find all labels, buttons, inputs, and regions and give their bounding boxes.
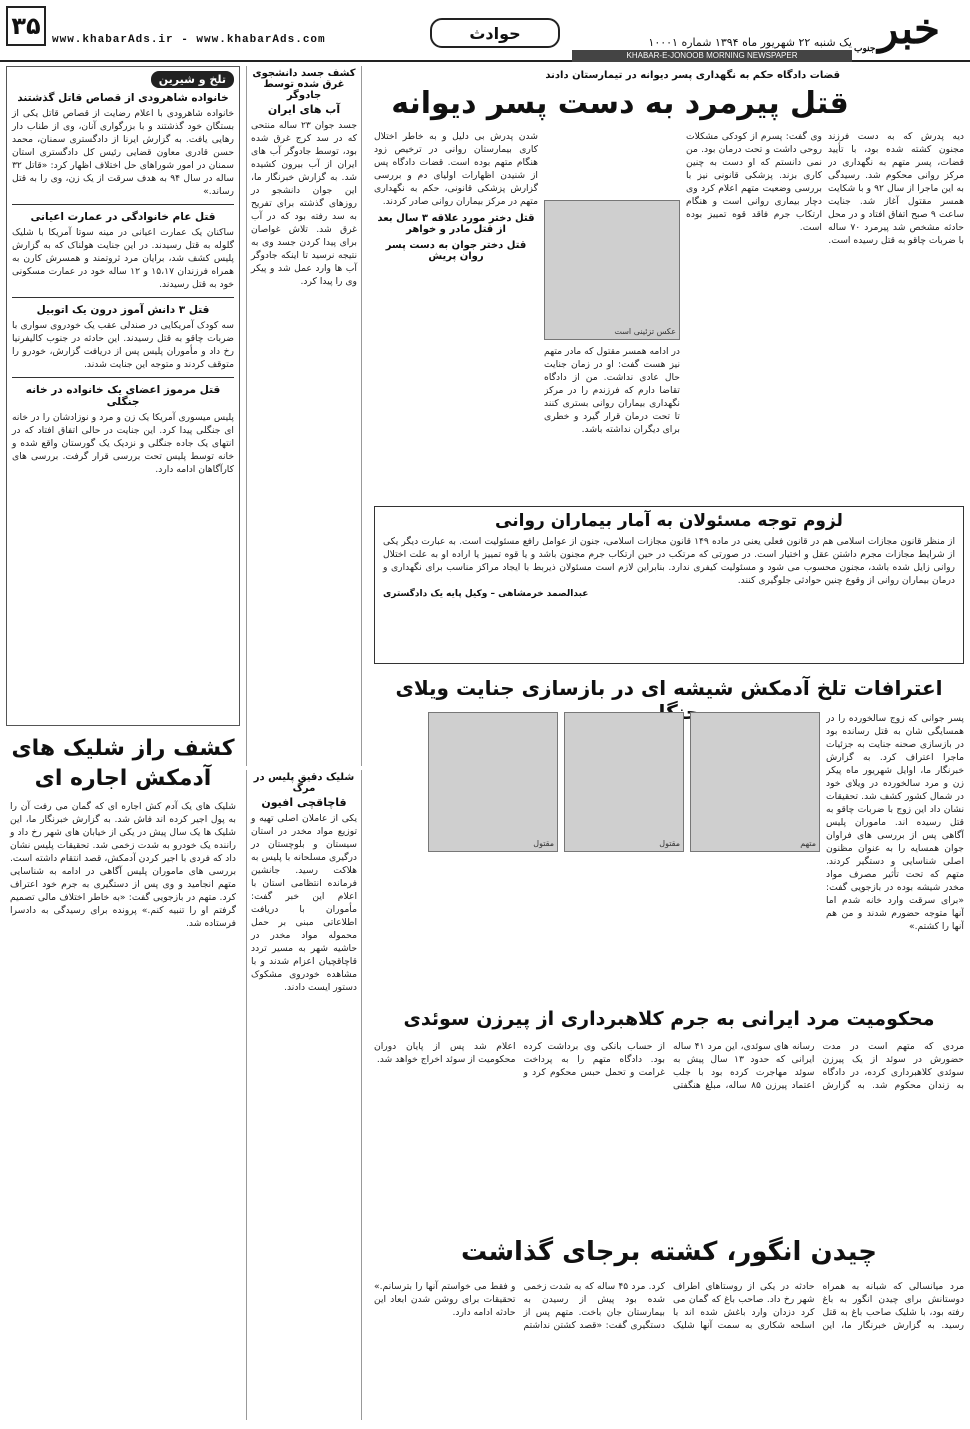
short-news-body-3: سه کودک آمریکایی در صندلی عقب یک خودروی سواری با ضربات چاقو به قتل رسیدند. این حادثه در جنوب کالیفرنیا رخ داد و مأموران پلیس پس از دریافت گزارش، خودرو را متوقف کردند و متوجه این جنایت شدند.: [12, 320, 234, 370]
mental-health-box-title: لزوم توجه مسئولان به آمار بیماران روانی: [495, 511, 843, 531]
page-number: ۳۵: [6, 6, 46, 46]
smuggler-story: [246, 770, 362, 1420]
hitman-story-title: کشف راز شلیک های آدمکش اجاره ای: [11, 736, 235, 791]
victim-photo-man-caption: مقتول: [533, 839, 554, 848]
main-story-col-3: در ادامه همسر مقتول که مادر متهم نیز هست گفت: او در زمان جنایت حال عادی نداشت. من از دادگاه تقاضا دارم که فرزندم را در مرکز نگهداری بیماران روانی بستری کنند تا تحت درمان قرار گیرد و خطری برای دیگران نداشته باشد.: [544, 346, 680, 435]
main-story-kicker: قضات دادگاه حکم به نگهداری پسر دیوانه در تیمارستان دادند: [545, 70, 840, 81]
main-story-col-4: [374, 130, 538, 500]
grape-story-title: چیدن انگور، کشته برجای گذاشت: [460, 1237, 878, 1267]
villa-story-body: پسر جوانی که زوج سالخورده را در همسایگی شان به قتل رسانده بود در بازسازی صحنه جنایت به جزئیات ماجرا اعتراف کرد. به گزارش خبرنگار ما، اوایل شهریور ماه پیکر زن و مرد سالخورده در ویلای خود در شمال کشور کشف شد. تحقیقات نشان داد این زوج با ضربات چاقو به قتل رسیده اند. ماموران پلیس آگاهی پس از بررسی های فراوان جوان همسایه را به عنوان مظنون اصلی شناسایی و دستگیر کردند. متهم که تحت تأثیر مصرف مواد مخدر شیشه بوده در بازجویی گفت: «برای سرقت وارد خانه شدم اما آنها متوجه حضورم شدند و من هم آنها را کشتم.»: [826, 713, 964, 932]
victim-photo-woman-caption: مقتول: [659, 839, 680, 848]
short-news-title-3: قتل ۳ دانش آموز درون یک اتوبیل: [36, 304, 210, 316]
main-story-photo: [544, 200, 680, 340]
grape-story-body: مرد میانسالی که شبانه به همراه دوستانش برای چیدن انگور به باغ رفته بود، با شلیک صاحب باغ به قتل رسید. به گزارش خبرنگار ما، این حادثه در یکی از روستاهای اطراف شهر رخ داد. صاحب باغ که گمان می کرد دزدان وارد باغش شده اند با اسلحه شکاری به سمت آنها شلیک کرد. مرد ۴۵ ساله که به شدت زخمی شده بود پیش از رسیدن به بیمارستان جان باخت. متهم پس از دستگیری گفت: «قصد کشتن نداشتم و فقط می خواستم آنها را بترسانم.» تحقیقات برای روشن شدن ابعاد این حادثه ادامه دارد.: [374, 1281, 964, 1331]
water-story-body: جسد جوان ۲۳ ساله منتحی که در سد کرج غرق شده بود، توسط جادوگر آب های ایران از آب بیرون کشیده شد. به گزارش خبرنگار ما، این جوان دانشجو در روزهای گذشته برای تفریح به سد رفته بود که در آب غرق شد. تلاش غواصان برای پیدا کردن جسد وی به نتیجه نرسید تا اینکه جادوگر آب ها وارد عمل شد و پیکر وی را پیدا کرد.: [251, 120, 358, 287]
site-url[interactable]: www.khabarAds.ir - www.khabarAds.com: [52, 34, 326, 46]
hitman-story-body: شلیک های یک آدم کش اجاره ای که گمان می رفت آن را به پول اجیر کرده اند فاش شد. به گزارش خبرنگار ما، این شلیک ها یک سال پیش در یکی از خیابان های شهر رخ داد و راننده یک خودرو به شدت زخمی شد. تحقیقات پلیس نشان داد که فردی با اجیر کردن آدمکش، قصد انتقام داشته است. بررسی های ماموران پلیس آگاهی در ادامه به شناسایی متهم انجامید و وی پس از دستگیری به جرم خود اعتراف کرد. متهم در بازجویی گفت: «به خاطر اختلاف مالی تصمیم گرفتم او را تنبیه کنم.» پرونده برای رسیدگی به دادسرا فرستاده شد.: [10, 801, 236, 929]
short-news-title-4: قتل مرموز اعضای یک خانواده در خانه جنگلی: [25, 384, 221, 408]
short-news-body-4: پلیس میسوری آمریکا یک زن و مرد و نوزادشان را در خانه ای جنگلی پیدا کرد. این جنایت در حالی اتفاق افتاد که در انتهای یک جاده جنگلی و نزدیک یک گورستان واقع شده و خانه توسط پلیس تحت بررسی قرار گرفت. بررسی های کارآگاهان ادامه دارد.: [12, 412, 234, 475]
conviction-story-body: مردی که متهم است در مدت حضورش در سوئد از یک پیرزن سوئدی کلاهبرداری کرده، در دادگاه به زندان محکوم شد. به گزارش رسانه های سوئدی، این مرد ۴۱ ساله ایرانی که حدود ۱۳ سال پیش به سوئد مهاجرت کرده بود با جلب اعتماد پیرزن ۸۵ ساله، مبلغ هنگفتی از حساب بانکی وی برداشت کرده بود. دادگاه متهم را به پرداخت غرامت و تحمل حبس محکوم کرد و اعلام شد پس از پایان دوران محکومیت از سوئد اخراج خواهد شد.: [374, 1041, 964, 1091]
main-story-col-2: وی گفت: پسرم از کودکی مشکلات روحی داشت و تحت درمان بود. من نمی دانستم که او دست به چنین کاری بزند. پزشکی قانونی نیز با بررسی وضعیت متهم اعلام کرد وی دچار بیماری روانی است و هنگام ارتکاب جرم فاقد قوه تمییز بوده است.: [686, 131, 822, 233]
main-story-title: قتل پیرمرد به دست پسر دیوانه: [391, 86, 849, 121]
main-story-photo-caption: عکس تزئینی است: [614, 327, 676, 336]
smuggler-story-title: قاچاقچی افیون: [261, 796, 347, 809]
water-story-title: آب های ایران: [267, 103, 341, 116]
water-story-kicker: کشف جسد دانشجوی غرق شده توسط جادوگر: [252, 68, 356, 101]
short-news-tag: تلخ و شیرین: [151, 71, 234, 88]
water-story: [246, 66, 362, 766]
main-story-col-4-text: شدن پدرش بی دلیل و به خاطر اختلال کاری بیمارستان روانی در ترخیص زود هنگام متهم بوده است. قضات دادگاه پس از شنیدن اظهارات اولیای دم و بررسی گزارش پزشکی قانونی، حکم به نگهداری متهم در مرکز بیماران روانی صادر کردند.: [374, 131, 538, 207]
suspect-photo: [690, 712, 820, 852]
issue-line: یک شنبه ۲۲ شهریور ماه ۱۳۹۴ شماره ۱۰۰۰۱: [648, 36, 852, 49]
villa-story-body-continued: [374, 860, 820, 1002]
suspect-photo-caption: متهم: [800, 839, 816, 848]
divider: [12, 297, 234, 298]
logo-text: خبر: [878, 4, 940, 53]
smuggler-story-body: یکی از عاملان اصلی تهیه و توزیع مواد مخدر در استان سیستان و بلوچستان در درگیری مسلحانه با پلیس به هلاکت رسید. جانشین فرمانده انتظامی استان با اعلام این خبر گفت: مأموران با دریافت اطلاعاتی مبنی بر حمل محموله مواد مخدر در حاشیه شهر به مسیر تردد قاچاقچیان اعزام شدند و با مشاهده خودروی مشکوک دستور ایست دادند.: [251, 813, 357, 993]
divider: [12, 377, 234, 378]
mental-health-box: [374, 506, 964, 664]
divider: [12, 204, 234, 205]
short-news-column: [6, 66, 240, 726]
short-news-title-1: خانواده شاهرودی از قصاص قاتل گذشتند: [17, 92, 229, 104]
villa-story-title: اعترافات تلخ آدمکش شیشه ای در بازسازی جنایت ویلای: [395, 676, 943, 700]
mental-health-box-author: عبدالصمد خرمشاهی – وکیل پایه یک دادگستری: [383, 589, 589, 599]
smuggler-story-kicker: شلیک دقیق پلیس در مرگ: [253, 772, 355, 794]
mental-health-box-body: از منظر قانون مجازات اسلامی هم در قانون فعلی یعنی در ماده ۱۴۹ قانون مجازات اسلامی، جنون از عوامل رافع مسئولیت است. به عبارت دیگر یکی از شرایط مجازات مجرم داشتن عقل و اختیار است. در صورتی که مرتکب در حین ارتکاب جرم مجنون باشد و یا قوه تمییز یا اراده او به علت اختلال روانی زایل شده باشد، مجنون محسوب می شود و مسئولیت کیفری ندارد. بنابراین لازم است مسئولان ذیربط با ایجاد مراکز مناسب برای نگهداری و درمان بیماران روانی از وقوع چنین حوادثی جلوگیری کنند.: [383, 536, 955, 586]
short-news-body-1: خانواده شاهرودی با اعلام رضایت از قصاص قاتل یکی از بستگان خود گذشتند و با بزرگواری آنان، وی از طناب دار رهایی یافت. به گزارش ایرنا از دادگستری سمنان، محمد حسن قادری معاون قضایی رئیس کل دادگستری استان سمنان در امور شوراهای حل اختلاف اظهار کرد: «قاتل ۳۲ ساله در سال ۹۴ به هدف سرقت از یک زن، وی را به قتل رساند.»: [12, 108, 235, 197]
hitman-story: [6, 730, 240, 1420]
short-news-body-2: ساکنان یک عمارت اعیانی در مینه سوتا آمریکا با شلیک گلوله به قتل رسیدند. در این جنایت هولناک که به گزارش پلیس کشف شد، برایان مرد ثروتمند و همسرش کارن به همراه فرزندان ۱۵،۱۷ و ۱۲ ساله خود در عمارت مسکونی خود به قتل رسیدند.: [12, 227, 235, 290]
main-story-col-1: دیه پدرش که به دست فرزند مجنون کشته شده بود، با تأیید قضات، پسر متهم به نگهداری در مرکز روانی محکوم شد. رسیدگی به این ماجرا از سال ۹۲ و با شکایت همسر مقتول آغاز شد. جنایت ساعت ۹ صبح اتفاق افتاد و در محل حادثه مشخص شد پیرمرد ۷۰ ساله با ضربات چاقو به قتل رسیده است.: [828, 131, 964, 246]
victim-photo-woman: [564, 712, 684, 852]
short-news-title-2: قتل عام خانوادگی در عمارت اعیانی: [30, 211, 216, 223]
logo-sub: جنوب: [854, 44, 876, 54]
section-label: حوادث: [430, 18, 560, 48]
conviction-story-title: محکومیت مرد ایرانی به جرم کلاهبرداری از پیرزن سوئدی: [403, 1008, 935, 1030]
victim-photo-man: [428, 712, 558, 852]
main-story-subhead-2: قتل دختر جوان به دست پسر روان پریش: [385, 240, 527, 262]
banner: KHABAR-E-JONOOB MORNING NEWSPAPER: [572, 50, 852, 62]
masthead: [0, 0, 970, 62]
main-story-subhead: قتل دختر مورد علاقه ۳ سال بعد از قتل مادر و خواهر: [377, 213, 535, 235]
newspaper-logo: [854, 4, 964, 56]
